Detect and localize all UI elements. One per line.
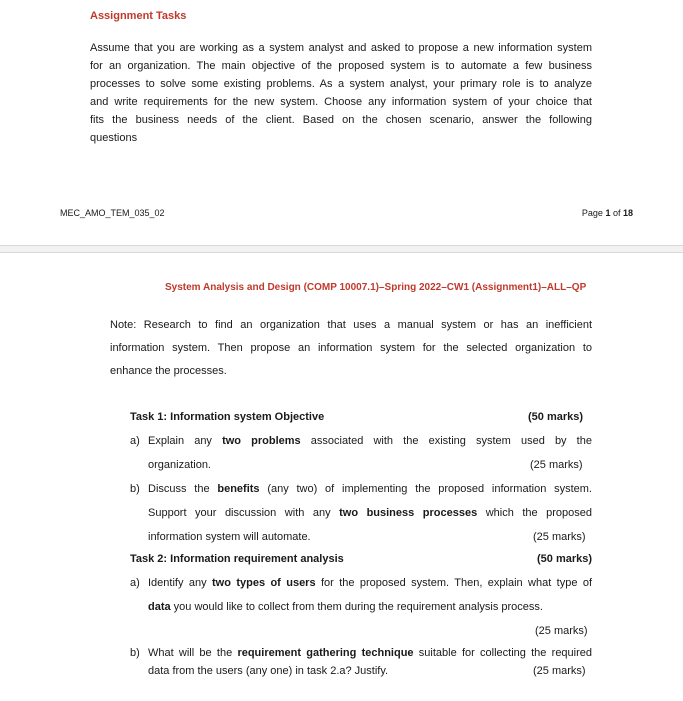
text-run: which the proposed <box>477 507 592 519</box>
task2-a-line <box>148 601 543 613</box>
document-page-1 <box>0 0 683 246</box>
emphasis-text: data <box>148 601 171 613</box>
text-run: Discuss the <box>148 483 218 495</box>
footer-document-code: MEC_AMO_TEM_035_02 <box>60 208 165 218</box>
task1-marks: (50 marks) <box>528 411 584 423</box>
note-paragraph <box>110 314 592 383</box>
footer-page-number <box>582 208 633 218</box>
task1-b-label: b) <box>130 483 140 495</box>
note-line: enhance the processes. <box>110 365 227 377</box>
course-title: System Analysis and Design (COMP 10007.1)–Spring 2022–CW1 (Assignment1)–ALL–QP <box>165 282 587 293</box>
task1-title: Task 1: Information system Objective <box>130 411 325 423</box>
text-run: What will be the <box>148 647 238 659</box>
task1-b-line <box>148 507 592 519</box>
task1-a-line: organization. <box>148 459 211 471</box>
task2-b-marks: (25 marks) <box>533 665 586 677</box>
intro-line: and write requirements for the new system. Choose any information system of your choice that <box>90 96 592 108</box>
assignment-tasks-heading: Assignment Tasks <box>90 10 187 22</box>
intro-line: for an organization. The main objective of the proposed system is to automate a few business <box>90 60 592 72</box>
text-run: for the proposed system. Then, explain what type of <box>315 577 593 589</box>
text-run: suitable for collecting the required <box>413 647 593 659</box>
emphasis-text: two business processes <box>339 507 478 519</box>
task2-b-line: data from the users (any one) in task 2.a? Justify. <box>148 665 389 677</box>
task2-a-label: a) <box>130 577 140 589</box>
page-of: of <box>610 208 623 218</box>
page-label: Page <box>581 208 606 218</box>
emphasis-text: benefits <box>217 483 260 495</box>
intro-line: fits the business needs of the client. Based on the chosen scenario, answer the following <box>90 114 592 126</box>
emphasis-text: two problems <box>222 435 301 447</box>
task2-b-label: b) <box>130 647 140 659</box>
task2-b-line <box>148 647 592 659</box>
task1-b-marks: (25 marks) <box>533 531 586 543</box>
task1-a-marks: (25 marks) <box>530 459 583 471</box>
text-run: (any two) of implementing the proposed information system. <box>259 483 592 495</box>
task1-a-line <box>148 435 592 447</box>
text-run: Identify any <box>148 577 212 589</box>
text-run: associated with the existing system used by the <box>300 435 592 447</box>
emphasis-text: requirement gathering technique <box>237 647 414 659</box>
task2-title: Task 2: Information requirement analysis <box>130 553 344 565</box>
intro-paragraph <box>90 39 592 147</box>
intro-line: processes to solve some existing problems. As a system analyst, your primary role is to analyze <box>90 78 592 90</box>
task1-b-line: information system will automate. <box>148 531 311 543</box>
text-run: Explain any <box>148 435 223 447</box>
task2-marks: (50 marks) <box>537 553 593 565</box>
note-line: Note: Research to find an organization that uses a manual system or has an inefficient <box>110 319 592 331</box>
intro-line: questions <box>90 132 138 144</box>
intro-line: Assume that you are working as a system analyst and asked to propose a new information system <box>90 42 592 54</box>
emphasis-text: two types of users <box>212 577 316 589</box>
task2-a-marks: (25 marks) <box>535 625 588 637</box>
note-line: information system. Then propose an information system for the selected organization to <box>110 342 592 354</box>
task1-a-label: a) <box>130 435 140 447</box>
page-current: 1 <box>605 208 611 218</box>
task1-b-line <box>148 483 592 495</box>
task2-a-line <box>148 577 592 589</box>
text-run: Support your discussion with any <box>148 507 340 519</box>
text-run: you would like to collect from them during the requirement analysis process. <box>170 601 543 613</box>
page-total: 18 <box>622 208 633 218</box>
